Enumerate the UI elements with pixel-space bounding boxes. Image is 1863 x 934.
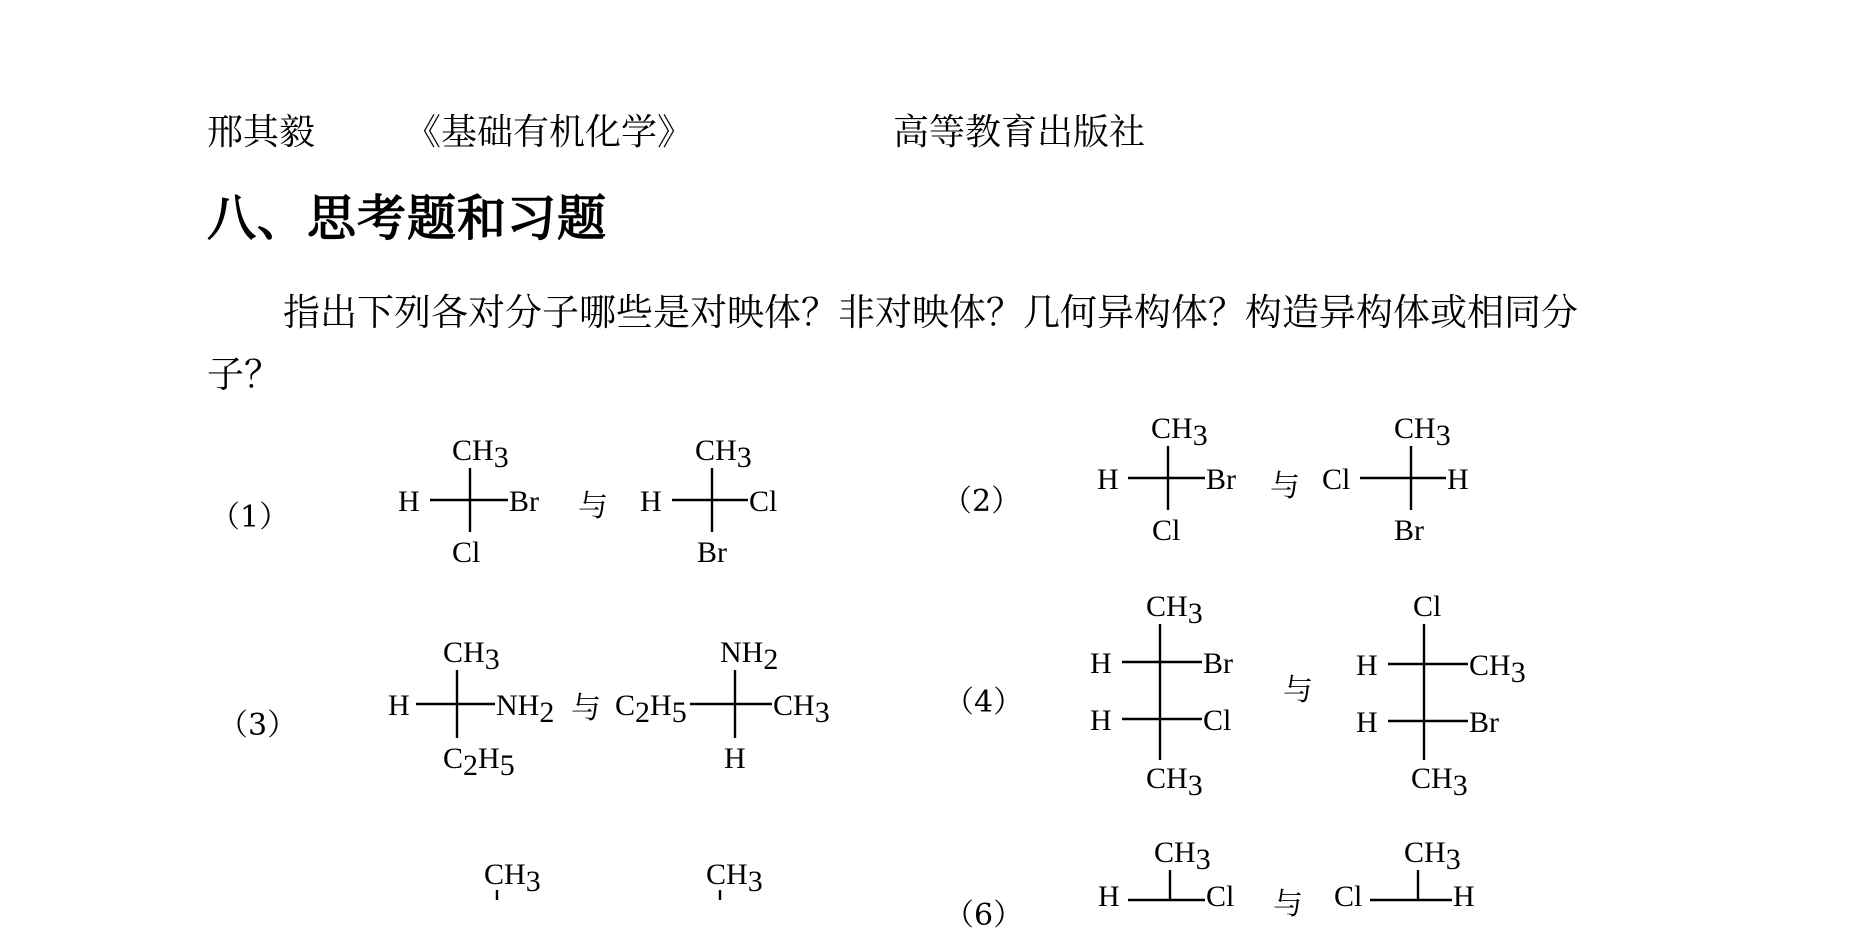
p2l-top: CH3 bbox=[1151, 412, 1208, 452]
p3l-left: H bbox=[388, 689, 410, 722]
p4l-top: CH3 bbox=[1146, 590, 1203, 630]
p2l-right: Br bbox=[1206, 463, 1236, 496]
problem-5-left-partial bbox=[484, 858, 541, 900]
p1r-top: CH3 bbox=[695, 434, 752, 474]
p6l-left: H bbox=[1098, 880, 1120, 913]
p5l-top: CH3 bbox=[484, 858, 541, 898]
p2l-bottom: Cl bbox=[1152, 514, 1181, 547]
connector-4: 与 bbox=[1283, 673, 1313, 708]
p4l-r1-left: H bbox=[1090, 647, 1112, 680]
connector-3: 与 bbox=[571, 691, 601, 726]
section-title: 八、思考题和习题 bbox=[207, 189, 608, 247]
header-author: 邢其毅 bbox=[207, 112, 316, 153]
p1r-right: Cl bbox=[749, 485, 778, 518]
p5r-top: CH3 bbox=[706, 858, 763, 898]
p3r-bottom: H bbox=[724, 742, 746, 775]
connector-6: 与 bbox=[1273, 887, 1303, 922]
p3r-top: NH2 bbox=[720, 636, 779, 676]
p2l-left: H bbox=[1097, 463, 1119, 496]
p1r-bottom: Br bbox=[697, 536, 727, 569]
p4r-r1-left: H bbox=[1356, 649, 1378, 682]
problem-5-right-partial bbox=[706, 858, 763, 900]
p4r-r2-right: Br bbox=[1469, 706, 1499, 739]
p3l-top: CH3 bbox=[443, 636, 500, 676]
problem-2-right-fischer bbox=[1322, 412, 1469, 547]
p3r-left: C2H5 bbox=[615, 689, 687, 729]
p3l-bottom: C2H5 bbox=[443, 742, 515, 782]
problem-4-left-fischer bbox=[1090, 590, 1233, 802]
p2r-bottom: Br bbox=[1394, 514, 1424, 547]
connector-2: 与 bbox=[1270, 469, 1300, 504]
p6l-top: CH3 bbox=[1154, 836, 1211, 876]
p6l-right: Cl bbox=[1206, 880, 1235, 913]
p1l-bottom: Cl bbox=[452, 536, 481, 569]
p4l-r1-right: Br bbox=[1203, 647, 1233, 680]
p4l-r2-right: Cl bbox=[1203, 704, 1232, 737]
p4r-top: Cl bbox=[1413, 590, 1442, 623]
p1l-left: H bbox=[398, 485, 420, 518]
p4l-bottom: CH3 bbox=[1146, 762, 1203, 802]
p1r-left: H bbox=[640, 485, 662, 518]
problem-4-right-fischer bbox=[1356, 590, 1526, 802]
p4r-r2-left: H bbox=[1356, 706, 1378, 739]
header-publisher: 高等教育出版社 bbox=[893, 112, 1146, 153]
problem-1-right-fischer bbox=[640, 434, 777, 569]
problem-6-right-partial bbox=[1334, 836, 1475, 913]
connector-1: 与 bbox=[578, 489, 608, 524]
problem-label-4: （4） bbox=[944, 685, 1024, 720]
p2r-left: Cl bbox=[1322, 463, 1351, 496]
p4r-r1-right: CH3 bbox=[1469, 649, 1526, 689]
problem-label-2: （2） bbox=[942, 484, 1022, 519]
p4r-bottom: CH3 bbox=[1411, 762, 1468, 802]
header-book-title: 《基础有机化学》 bbox=[405, 112, 694, 153]
problem-3-left-fischer bbox=[388, 636, 554, 782]
p1l-right: Br bbox=[509, 485, 539, 518]
question-line-2: 子？ bbox=[207, 353, 281, 396]
p6r-left: Cl bbox=[1334, 880, 1363, 913]
problem-label-6: （6） bbox=[944, 898, 1024, 933]
p2r-top: CH3 bbox=[1394, 412, 1451, 452]
problem-3-right-fischer bbox=[615, 636, 830, 775]
p1l-top: CH3 bbox=[452, 434, 509, 474]
p3r-right: CH3 bbox=[773, 689, 830, 729]
p6r-right: H bbox=[1453, 880, 1475, 913]
problem-6-left-partial bbox=[1098, 836, 1234, 913]
p2r-right: H bbox=[1447, 463, 1469, 496]
p4l-r2-left: H bbox=[1090, 704, 1112, 737]
problem-label-1: （1） bbox=[210, 500, 290, 535]
p3l-right: NH2 bbox=[496, 689, 555, 729]
p6r-top: CH3 bbox=[1404, 836, 1461, 876]
question-line-1: 指出下列各对分子哪些是对映体？非对映体？几何异构体？构造异构体或相同分 bbox=[283, 291, 1578, 334]
problem-1-left-fischer bbox=[398, 434, 539, 569]
problem-label-3: （3） bbox=[218, 708, 298, 743]
problem-2-left-fischer bbox=[1097, 412, 1236, 547]
